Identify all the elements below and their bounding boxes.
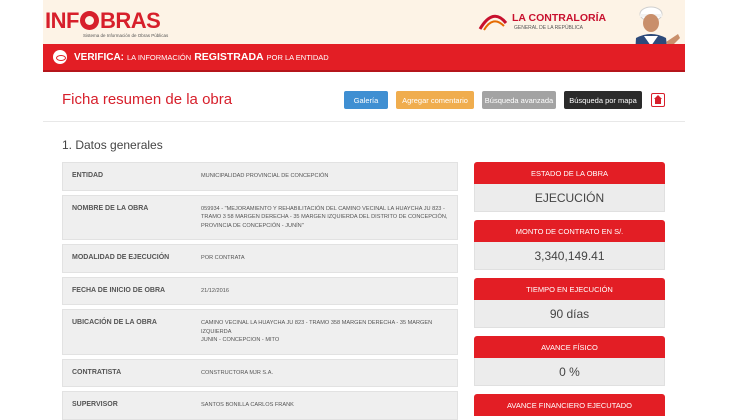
contraloria-subtitle: GENERAL DE LA REPÚBLICA xyxy=(514,25,584,31)
page-title: Ficha resumen de la obra xyxy=(62,91,233,108)
row-value: 059934 - "MEJORAMIENTO Y REHABILITACIÓN DEL CAMINO VECINAL LA HUAYCHA JU 823 - TRAMO 3 58 MARGEN DERECHA - 35 MARGEN IZQUIERDA DEL DISTRITO DE CONCEPCIÓN, PROVINCIA DE CONCEPCIÓN - JUNÍN" xyxy=(201,205,448,229)
row-key: FECHA DE INICIO DE OBRA xyxy=(72,286,166,294)
datos-generales-table xyxy=(62,162,458,420)
row-key: ENTIDAD xyxy=(72,172,104,179)
table-row xyxy=(62,309,458,355)
verifica-banner: VERIFICA: LA INFORMACIÓN REGISTRADA POR LA ENTIDAD xyxy=(43,44,685,72)
logo-subtitle: Sistema de Información de Obras Públicas xyxy=(83,33,169,38)
page xyxy=(43,0,685,420)
table-row xyxy=(62,162,458,191)
monto-label: MONTO DE CONTRATO EN S/. xyxy=(474,220,665,242)
monto-value: 3,340,149.41 xyxy=(474,242,665,270)
galeria-button[interactable]: Galería xyxy=(344,91,388,109)
contraloria-arc-icon xyxy=(478,11,508,33)
logo-o-icon xyxy=(80,11,99,30)
row-key: NOMBRE DE LA OBRA xyxy=(72,204,149,212)
row-key: MODALIDAD DE EJECUCIÓN xyxy=(72,254,170,261)
table-row xyxy=(62,195,458,241)
tiempo-label: TIEMPO EN EJECUCIÓN xyxy=(474,278,665,300)
home-icon[interactable] xyxy=(651,93,665,107)
financiero-box xyxy=(474,394,665,416)
row-value: SANTOS BONILLA CARLOS FRANK xyxy=(201,402,294,408)
busqueda-avanzada-button[interactable]: Búsqueda avanzada xyxy=(482,91,556,109)
contraloria-title: LA CONTRALORÍA xyxy=(512,12,607,24)
estado-box xyxy=(474,162,665,212)
row-value: 21/12/2016 xyxy=(201,287,229,294)
section-title: 1. Datos generales xyxy=(62,138,163,152)
summary-panel xyxy=(474,162,665,420)
row-value: MUNICIPALIDAD PROVINCIAL DE CONCEPCIÓN xyxy=(201,173,329,179)
row-value: CONSTRUCTORA MJR S.A. xyxy=(201,369,273,376)
row-value: CAMINO VECINAL LA HUAYCHA JU 823 - TRAMO 358 MARGEN DERECHA - 35 MARGEN IZQUIERDA JUNIN - CONCEPCION - MITO xyxy=(201,320,433,343)
busqueda-mapa-button[interactable]: Búsqueda por mapa xyxy=(564,91,642,109)
tiempo-value: 90 días xyxy=(474,300,665,328)
site-header xyxy=(43,0,685,44)
title-row xyxy=(43,72,685,122)
estado-label: ESTADO DE LA OBRA xyxy=(474,162,665,184)
table-row xyxy=(62,391,458,420)
eye-icon xyxy=(53,50,67,64)
row-key: SUPERVISOR xyxy=(72,401,118,408)
table-row xyxy=(62,359,458,388)
monto-box xyxy=(474,220,665,270)
row-key: UBICACIÓN DE LA OBRA xyxy=(72,319,157,326)
avance-box xyxy=(474,336,665,386)
row-value: POR CONTRATA xyxy=(201,255,245,261)
row-key: CONTRATISTA xyxy=(72,368,122,376)
table-row xyxy=(62,244,458,273)
avance-label: AVANCE FÍSICO xyxy=(474,336,665,358)
financiero-label: AVANCE FINANCIERO EJECUTADO xyxy=(474,394,665,416)
table-row xyxy=(62,277,458,306)
infobras-logo[interactable]: INF BRAS xyxy=(45,8,161,33)
estado-value: EJECUCIÓN xyxy=(474,184,665,212)
agregar-comentario-button[interactable]: Agregar comentario xyxy=(396,91,474,109)
avance-value: 0 % xyxy=(474,358,665,386)
tiempo-box xyxy=(474,278,665,328)
